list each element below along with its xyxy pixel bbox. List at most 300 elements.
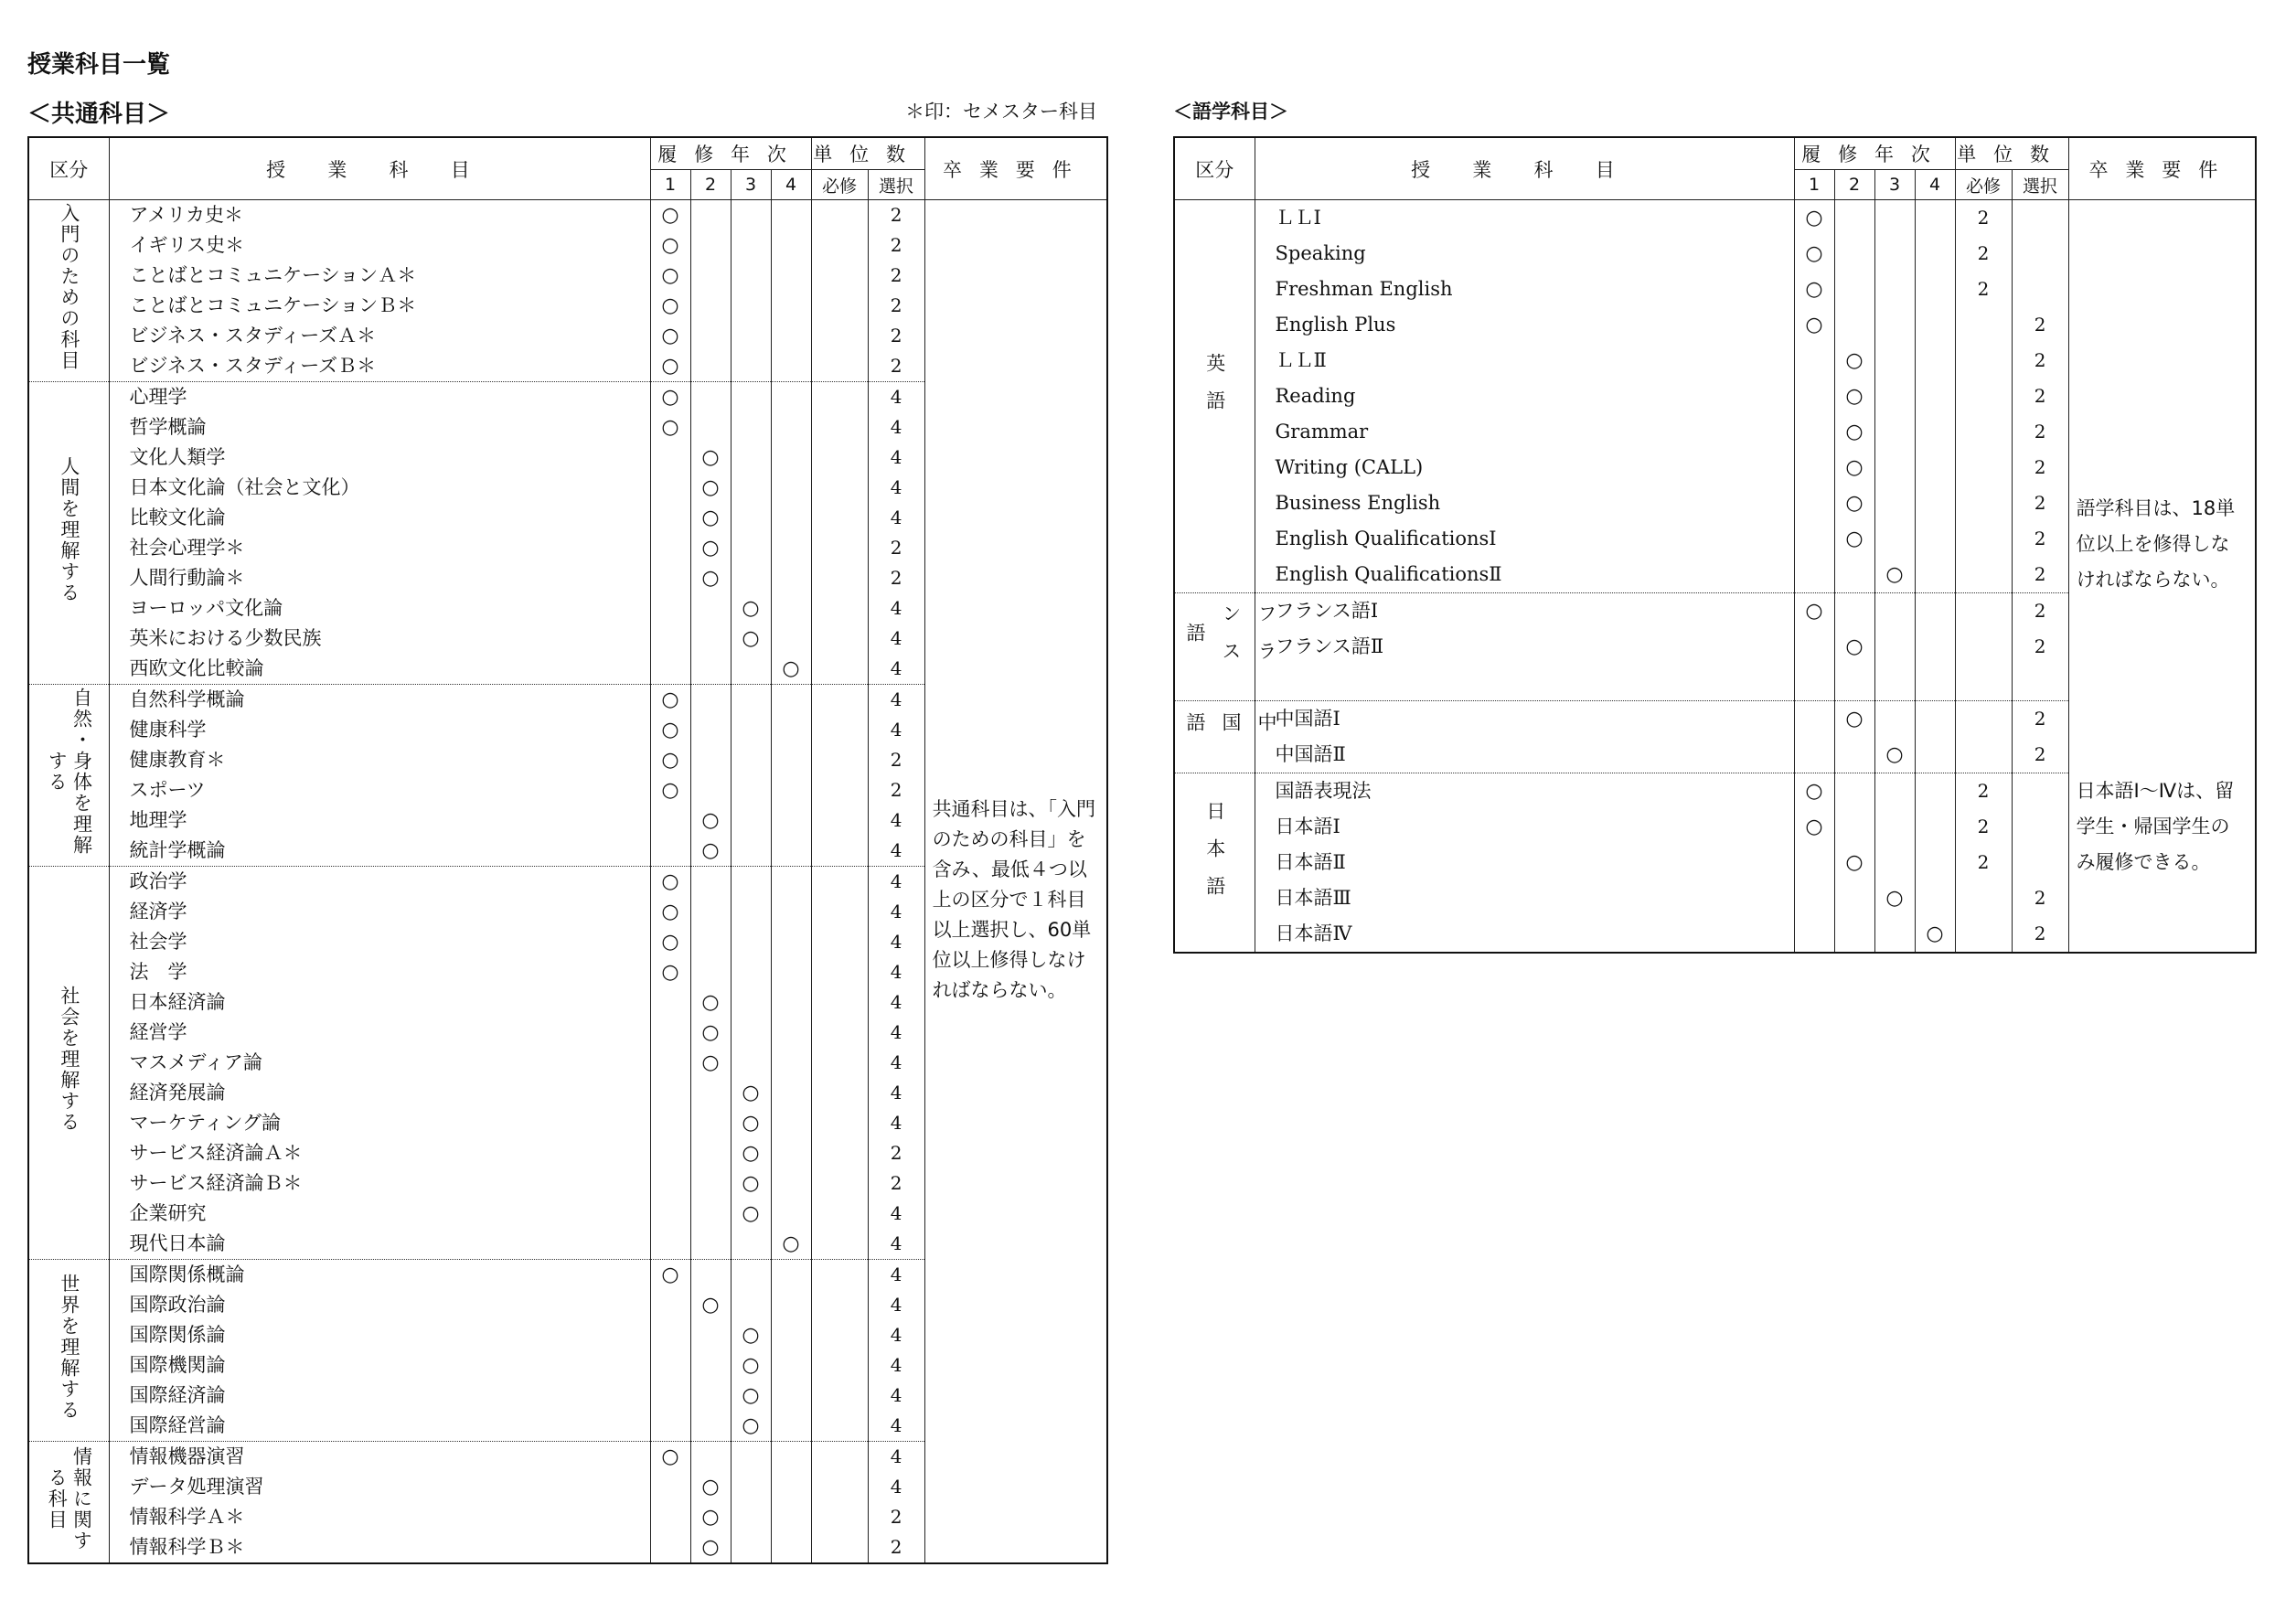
lang-elective-credits: 2 xyxy=(2012,521,2068,557)
lang-header-year-3: 3 xyxy=(1874,170,1915,200)
lang-subject-name: 日本語Ⅰ xyxy=(1255,809,1794,845)
lang-year-1-mark xyxy=(1794,414,1834,450)
common-required-credits xyxy=(811,1381,868,1411)
common-subject-name: 哲学概論 xyxy=(109,412,650,442)
lang-graduation-text: 語学科目は、18単位以上を修得しなければならない。 xyxy=(2076,497,2236,591)
common-elective-credits: 4 xyxy=(868,442,924,473)
lang-elective-credits: 2 xyxy=(2012,485,2068,521)
common-year-1-mark: ○ xyxy=(650,321,690,351)
common-year-4-mark xyxy=(771,412,811,442)
common-elective-credits: 2 xyxy=(868,261,924,291)
common-subject-name: 地理学 xyxy=(109,805,650,836)
common-year-2-mark xyxy=(690,927,731,957)
lang-elective-credits: 2 xyxy=(2012,737,2068,773)
common-required-credits xyxy=(811,1411,868,1442)
common-year-3-mark xyxy=(731,291,771,321)
common-year-4-mark xyxy=(771,987,811,1018)
common-year-4-mark xyxy=(771,382,811,413)
common-year-4-mark xyxy=(771,1290,811,1320)
common-year-2-mark xyxy=(690,1108,731,1138)
common-year-3-mark: ○ xyxy=(731,1411,771,1442)
common-elective-credits: 4 xyxy=(868,1078,924,1108)
common-subject-name: ことばとコミュニケーションＢ＊ xyxy=(109,291,650,321)
common-year-3-mark xyxy=(731,351,771,382)
common-elective-credits: 4 xyxy=(868,685,924,716)
common-year-2-mark xyxy=(690,1350,731,1381)
lang-table-row xyxy=(1174,773,2256,810)
common-elective-credits: 4 xyxy=(868,503,924,533)
common-category-label: 自然・身体を理解する xyxy=(46,688,93,857)
common-year-4-mark xyxy=(771,1199,811,1229)
common-year-3-mark xyxy=(731,654,771,685)
common-required-credits xyxy=(811,1350,868,1381)
lang-subject-name: 日本語Ⅱ xyxy=(1255,845,1794,880)
common-subject-name: 統計学概論 xyxy=(109,836,650,867)
common-required-credits xyxy=(811,412,868,442)
common-year-2-mark xyxy=(690,957,731,987)
common-year-1-mark xyxy=(650,1472,690,1502)
lang-year-2-mark xyxy=(1834,272,1874,307)
common-elective-credits: 4 xyxy=(868,412,924,442)
lang-subject-name: 中国語Ⅰ xyxy=(1255,701,1794,738)
common-year-3-mark: ○ xyxy=(731,1350,771,1381)
common-required-credits xyxy=(811,1168,868,1199)
common-required-credits xyxy=(811,593,868,624)
common-subject-name: 現代日本論 xyxy=(109,1229,650,1260)
common-year-2-mark xyxy=(690,624,731,654)
common-elective-credits: 4 xyxy=(868,897,924,927)
common-elective-credits: 4 xyxy=(868,1199,924,1229)
lang-required-credits xyxy=(1955,629,2012,665)
lang-header-credit-group: 単位数 xyxy=(1955,137,2068,170)
lang-year-2-mark xyxy=(1834,665,1874,701)
lang-required-credits xyxy=(1955,593,2012,630)
common-category-cell xyxy=(28,867,109,1260)
lang-required-credits: 2 xyxy=(1955,200,2012,237)
lang-year-2-mark: ○ xyxy=(1834,701,1874,738)
lang-year-2-mark xyxy=(1834,593,1874,630)
lang-year-2-mark: ○ xyxy=(1834,450,1874,485)
common-year-1-mark xyxy=(650,1502,690,1532)
common-year-1-mark xyxy=(650,1168,690,1199)
common-year-4-mark xyxy=(771,1138,811,1168)
common-year-3-mark xyxy=(731,503,771,533)
common-elective-credits: 2 xyxy=(868,1502,924,1532)
common-required-credits xyxy=(811,200,868,231)
common-year-1-mark xyxy=(650,473,690,503)
common-year-2-mark: ○ xyxy=(690,1472,731,1502)
common-year-2-mark xyxy=(690,1078,731,1108)
lang-subject-name: フランス語Ⅱ xyxy=(1255,629,1794,665)
common-category-label: 入門のための科目 xyxy=(58,203,80,372)
common-subject-name: 人間行動論＊ xyxy=(109,563,650,593)
common-year-4-mark xyxy=(771,351,811,382)
common-year-4-mark xyxy=(771,473,811,503)
common-required-credits xyxy=(811,1502,868,1532)
common-elective-credits: 2 xyxy=(868,563,924,593)
lang-year-1-mark xyxy=(1794,701,1834,738)
lang-year-4-mark xyxy=(1915,593,1955,630)
lang-required-credits: 2 xyxy=(1955,809,2012,845)
lang-year-3-mark xyxy=(1874,343,1915,379)
common-elective-credits: 4 xyxy=(868,987,924,1018)
lang-category-cell xyxy=(1174,200,1255,593)
common-subject-name: 法 学 xyxy=(109,957,650,987)
lang-year-2-mark xyxy=(1834,880,1874,916)
lang-year-3-mark: ○ xyxy=(1874,880,1915,916)
lang-year-3-mark xyxy=(1874,272,1915,307)
common-subject-name: 国際政治論 xyxy=(109,1290,650,1320)
lang-elective-credits: 2 xyxy=(2012,701,2068,738)
common-category-label: 社会を理解する xyxy=(58,986,80,1134)
lang-graduation-text: 日本語Ⅰ～Ⅳは、留学生・帰国学生のみ履修できる。 xyxy=(2076,779,2235,873)
common-subject-name: 情報科学Ｂ＊ xyxy=(109,1532,650,1563)
common-year-2-mark: ○ xyxy=(690,1018,731,1048)
common-year-2-mark: ○ xyxy=(690,563,731,593)
lang-header-year-group: 履修年次 xyxy=(1794,137,1955,170)
lang-subject-name: English QualificationsⅡ xyxy=(1255,557,1794,593)
common-elective-credits: 2 xyxy=(868,351,924,382)
common-year-4-mark xyxy=(771,200,811,231)
common-elective-credits: 4 xyxy=(868,1472,924,1502)
common-year-2-mark xyxy=(690,1168,731,1199)
common-subject-name: 国際関係論 xyxy=(109,1320,650,1350)
header-year-2: 2 xyxy=(690,170,731,200)
common-elective-credits: 4 xyxy=(868,836,924,867)
common-year-4-mark xyxy=(771,897,811,927)
lang-year-4-mark xyxy=(1915,845,1955,880)
header-year-1: 1 xyxy=(650,170,690,200)
common-year-1-mark: ○ xyxy=(650,261,690,291)
common-year-4-mark xyxy=(771,1442,811,1473)
common-year-4-mark xyxy=(771,291,811,321)
lang-year-3-mark xyxy=(1874,307,1915,343)
lang-required-credits: 2 xyxy=(1955,236,2012,272)
common-required-credits xyxy=(811,745,868,775)
lang-year-4-mark xyxy=(1915,200,1955,237)
common-graduation-requirement xyxy=(924,200,1107,1564)
common-elective-credits: 2 xyxy=(868,1532,924,1563)
common-required-credits xyxy=(811,957,868,987)
lang-year-4-mark: ○ xyxy=(1915,916,1955,953)
common-year-4-mark xyxy=(771,867,811,898)
common-year-3-mark: ○ xyxy=(731,1138,771,1168)
common-subject-name: 国際経営論 xyxy=(109,1411,650,1442)
common-subject-name: 情報機器演習 xyxy=(109,1442,650,1473)
lang-year-4-mark xyxy=(1915,450,1955,485)
common-year-1-mark: ○ xyxy=(650,200,690,231)
common-elective-credits: 4 xyxy=(868,715,924,745)
common-year-2-mark xyxy=(690,745,731,775)
common-year-1-mark xyxy=(650,442,690,473)
common-year-4-mark xyxy=(771,1168,811,1199)
lang-elective-credits xyxy=(2012,272,2068,307)
common-year-4-mark xyxy=(771,927,811,957)
common-subject-name: 心理学 xyxy=(109,382,650,413)
common-year-4-mark xyxy=(771,775,811,805)
common-subject-name: 文化人類学 xyxy=(109,442,650,473)
lang-required-credits xyxy=(1955,450,2012,485)
lang-subject-name: Grammar xyxy=(1255,414,1794,450)
common-year-1-mark: ○ xyxy=(650,715,690,745)
common-year-2-mark: ○ xyxy=(690,1290,731,1320)
common-year-2-mark xyxy=(690,412,731,442)
common-year-2-mark xyxy=(690,1260,731,1291)
common-year-2-mark xyxy=(690,1442,731,1473)
common-subject-name: ことばとコミュニケーションＡ＊ xyxy=(109,261,650,291)
common-year-4-mark xyxy=(771,230,811,261)
lang-year-2-mark xyxy=(1834,236,1874,272)
common-required-credits xyxy=(811,805,868,836)
lang-subject-name: Freshman English xyxy=(1255,272,1794,307)
common-year-4-mark xyxy=(771,1108,811,1138)
common-year-2-mark xyxy=(690,593,731,624)
lang-year-1-mark xyxy=(1794,629,1834,665)
common-elective-credits: 2 xyxy=(868,533,924,563)
lang-header-graduation: 卒業要件 xyxy=(2068,137,2256,200)
common-elective-credits: 4 xyxy=(868,805,924,836)
common-required-credits xyxy=(811,1532,868,1563)
common-year-3-mark xyxy=(731,1048,771,1078)
lang-year-1-mark xyxy=(1794,521,1834,557)
common-elective-credits: 2 xyxy=(868,1138,924,1168)
common-elective-credits: 4 xyxy=(868,473,924,503)
common-subject-name: マーケティング論 xyxy=(109,1108,650,1138)
lang-category-cell xyxy=(1174,701,1277,773)
common-year-4-mark xyxy=(771,533,811,563)
lang-year-4-mark xyxy=(1915,414,1955,450)
lang-year-4-mark xyxy=(1915,521,1955,557)
lang-subject-name xyxy=(1255,665,1794,701)
lang-required-credits: 2 xyxy=(1955,773,2012,810)
common-required-credits xyxy=(811,291,868,321)
lang-required-credits xyxy=(1955,379,2012,414)
lang-year-2-mark: ○ xyxy=(1834,379,1874,414)
common-year-1-mark xyxy=(650,1078,690,1108)
common-required-credits xyxy=(811,230,868,261)
language-subjects-table xyxy=(1173,136,2257,954)
common-year-3-mark xyxy=(731,321,771,351)
lang-subject-name: 日本語Ⅲ xyxy=(1255,880,1794,916)
common-year-2-mark xyxy=(690,200,731,231)
lang-year-3-mark xyxy=(1874,845,1915,880)
lang-header-subject: 授業科目 xyxy=(1255,137,1794,200)
common-subject-name: データ処理演習 xyxy=(109,1472,650,1502)
lang-year-3-mark xyxy=(1874,521,1915,557)
common-elective-credits: 4 xyxy=(868,382,924,413)
common-required-credits xyxy=(811,624,868,654)
lang-elective-credits: 2 xyxy=(2012,916,2068,953)
common-elective-credits: 4 xyxy=(868,927,924,957)
common-year-2-mark xyxy=(690,291,731,321)
common-required-credits xyxy=(811,775,868,805)
common-elective-credits: 4 xyxy=(868,624,924,654)
common-subject-name: 国際関係概論 xyxy=(109,1260,650,1291)
lang-subject-name: Reading xyxy=(1255,379,1794,414)
common-year-3-mark: ○ xyxy=(731,1320,771,1350)
lang-year-1-mark xyxy=(1794,665,1834,701)
common-year-1-mark xyxy=(650,1290,690,1320)
common-required-credits xyxy=(811,1078,868,1108)
common-elective-credits: 4 xyxy=(868,1108,924,1138)
common-year-4-mark xyxy=(771,1472,811,1502)
common-required-credits xyxy=(811,1442,868,1473)
common-year-4-mark xyxy=(771,624,811,654)
common-year-1-mark xyxy=(650,1381,690,1411)
lang-year-1-mark xyxy=(1794,343,1834,379)
common-year-1-mark xyxy=(650,836,690,867)
common-subject-name: ビジネス・スタディーズＡ＊ xyxy=(109,321,650,351)
common-required-credits xyxy=(811,351,868,382)
lang-year-1-mark xyxy=(1794,485,1834,521)
lang-year-2-mark xyxy=(1834,307,1874,343)
common-subject-name: 経済発展論 xyxy=(109,1078,650,1108)
common-table-row xyxy=(28,200,1107,231)
common-year-4-mark xyxy=(771,1532,811,1563)
language-subjects-body xyxy=(1174,200,2256,954)
lang-required-credits xyxy=(1955,307,2012,343)
common-year-4-mark xyxy=(771,1048,811,1078)
common-year-3-mark xyxy=(731,261,771,291)
lang-required-credits xyxy=(1955,880,2012,916)
common-year-4-mark xyxy=(771,957,811,987)
common-year-1-mark xyxy=(650,987,690,1018)
lang-year-2-mark xyxy=(1834,916,1874,953)
common-elective-credits: 4 xyxy=(868,1350,924,1381)
common-elective-credits: 2 xyxy=(868,775,924,805)
lang-year-3-mark xyxy=(1874,629,1915,665)
lang-year-3-mark xyxy=(1874,236,1915,272)
lang-category-label: 日本語 xyxy=(1203,800,1226,913)
lang-header-required: 必修 xyxy=(1955,170,2012,200)
common-subject-name: サービス経済論Ｂ＊ xyxy=(109,1168,650,1199)
common-required-credits xyxy=(811,897,868,927)
common-year-1-mark xyxy=(650,805,690,836)
lang-elective-credits: 2 xyxy=(2012,307,2068,343)
common-elective-credits: 4 xyxy=(868,1260,924,1291)
lang-elective-credits: 2 xyxy=(2012,629,2068,665)
common-required-credits xyxy=(811,1199,868,1229)
common-elective-credits: 4 xyxy=(868,1411,924,1442)
common-year-4-mark xyxy=(771,836,811,867)
common-year-1-mark: ○ xyxy=(650,291,690,321)
common-year-2-mark xyxy=(690,1199,731,1229)
common-year-1-mark xyxy=(650,1199,690,1229)
common-year-2-mark xyxy=(690,897,731,927)
common-year-1-mark: ○ xyxy=(650,957,690,987)
common-year-3-mark: ○ xyxy=(731,1199,771,1229)
lang-header-elective: 選択 xyxy=(2012,170,2068,200)
lang-year-4-mark xyxy=(1915,343,1955,379)
common-required-credits xyxy=(811,1138,868,1168)
common-year-3-mark xyxy=(731,867,771,898)
common-required-credits xyxy=(811,533,868,563)
common-subject-name: 企業研究 xyxy=(109,1199,650,1229)
common-year-1-mark xyxy=(650,624,690,654)
common-subject-name: マスメディア論 xyxy=(109,1048,650,1078)
header-year-4: 4 xyxy=(771,170,811,200)
common-subject-name: アメリカ史＊ xyxy=(109,200,650,231)
common-year-3-mark xyxy=(731,382,771,413)
common-subject-name: ヨーロッパ文化論 xyxy=(109,593,650,624)
common-year-3-mark: ○ xyxy=(731,624,771,654)
common-elective-credits: 4 xyxy=(868,654,924,685)
common-year-4-mark xyxy=(771,1260,811,1291)
common-year-4-mark xyxy=(771,563,811,593)
common-subject-name: 情報科学Ａ＊ xyxy=(109,1502,650,1532)
header-subject: 授業科目 xyxy=(109,137,650,200)
lang-year-2-mark: ○ xyxy=(1834,343,1874,379)
lang-year-3-mark xyxy=(1874,485,1915,521)
lang-header-year-4: 4 xyxy=(1915,170,1955,200)
lang-year-2-mark: ○ xyxy=(1834,485,1874,521)
lang-year-4-mark xyxy=(1915,379,1955,414)
lang-required-credits xyxy=(1955,557,2012,593)
common-year-2-mark xyxy=(690,1138,731,1168)
lang-year-3-mark: ○ xyxy=(1874,557,1915,593)
lang-graduation-requirement xyxy=(2068,200,2256,773)
common-year-2-mark xyxy=(690,715,731,745)
lang-year-2-mark xyxy=(1834,809,1874,845)
lang-required-credits: 2 xyxy=(1955,845,2012,880)
lang-category-label: 中国語 xyxy=(1184,712,1277,750)
common-year-3-mark xyxy=(731,1502,771,1532)
lang-year-3-mark xyxy=(1874,701,1915,738)
common-year-2-mark: ○ xyxy=(690,473,731,503)
lang-subject-name: フランス語Ⅰ xyxy=(1255,593,1794,630)
common-subject-name: サービス経済論Ａ＊ xyxy=(109,1138,650,1168)
lang-required-credits xyxy=(1955,737,2012,773)
common-category-cell xyxy=(28,1442,109,1564)
common-year-4-mark xyxy=(771,321,811,351)
common-subject-name: 日本文化論（社会と文化） xyxy=(109,473,650,503)
lang-year-4-mark xyxy=(1915,880,1955,916)
common-year-2-mark: ○ xyxy=(690,1048,731,1078)
common-year-1-mark: ○ xyxy=(650,1260,690,1291)
common-year-4-mark xyxy=(771,745,811,775)
common-year-3-mark xyxy=(731,230,771,261)
common-year-3-mark xyxy=(731,957,771,987)
header-credit-group: 単位数 xyxy=(811,137,924,170)
common-year-1-mark xyxy=(650,1048,690,1078)
lang-subject-name: 中国語Ⅱ xyxy=(1255,737,1794,773)
lang-elective-credits: 2 xyxy=(2012,593,2068,630)
common-elective-credits: 2 xyxy=(868,230,924,261)
common-required-credits xyxy=(811,261,868,291)
lang-year-4-mark xyxy=(1915,236,1955,272)
common-elective-credits: 4 xyxy=(868,1018,924,1048)
common-subject-name: 西欧文化比較論 xyxy=(109,654,650,685)
common-year-3-mark: ○ xyxy=(731,1168,771,1199)
common-year-2-mark xyxy=(690,261,731,291)
common-year-1-mark xyxy=(650,1108,690,1138)
common-year-1-mark xyxy=(650,1229,690,1260)
language-subjects-heading: ＜語学科目＞ xyxy=(1173,101,1288,123)
common-year-3-mark xyxy=(731,1260,771,1291)
common-year-1-mark xyxy=(650,1138,690,1168)
common-year-4-mark xyxy=(771,593,811,624)
lang-elective-credits: 2 xyxy=(2012,450,2068,485)
common-year-4-mark xyxy=(771,805,811,836)
common-year-2-mark xyxy=(690,685,731,716)
common-elective-credits: 4 xyxy=(868,957,924,987)
common-subject-name: 健康科学 xyxy=(109,715,650,745)
lang-year-3-mark: ○ xyxy=(1874,737,1915,773)
lang-year-3-mark xyxy=(1874,665,1915,701)
common-year-3-mark: ○ xyxy=(731,593,771,624)
lang-year-3-mark xyxy=(1874,916,1915,953)
common-year-2-mark xyxy=(690,867,731,898)
